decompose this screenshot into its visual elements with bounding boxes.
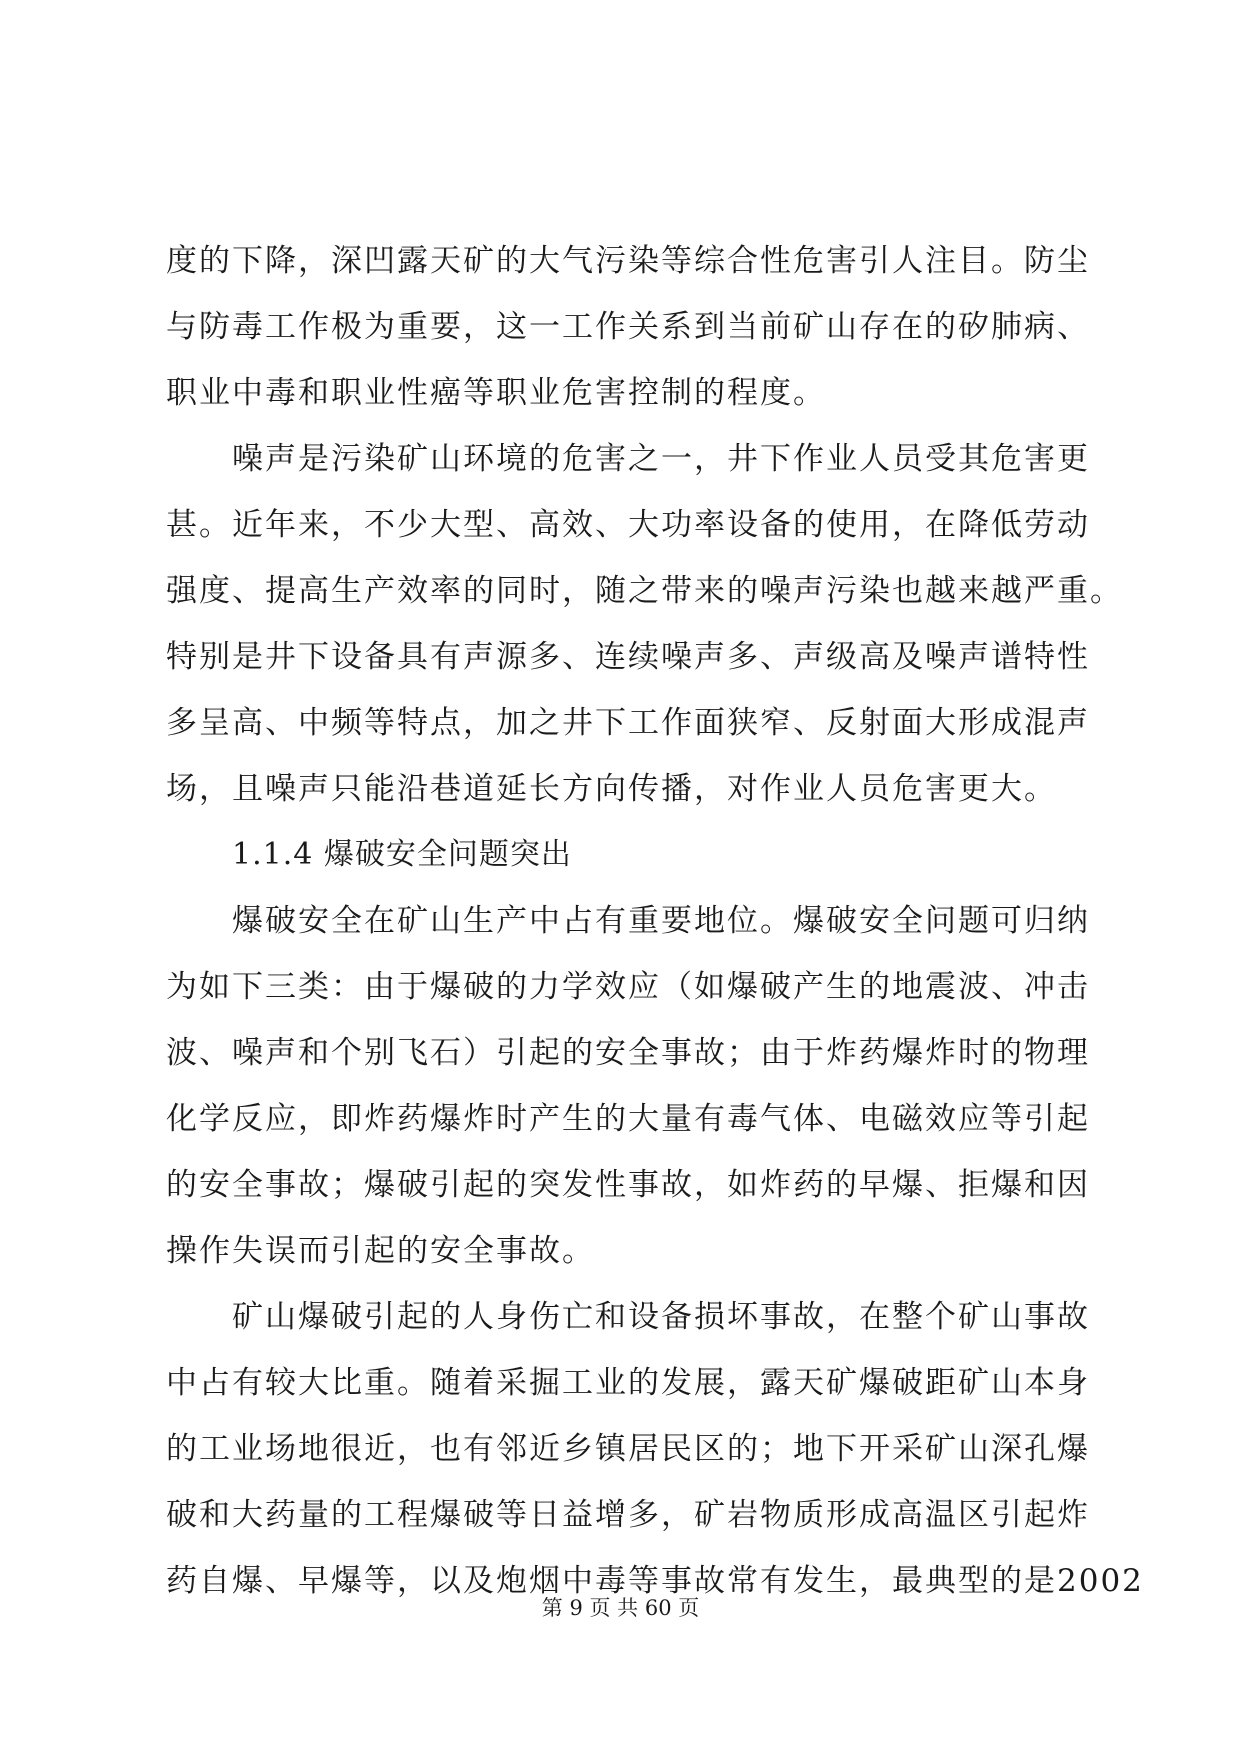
text-line: 特别是井下设备具有声源多、连续噪声多、声级高及噪声谱特性 [166, 639, 1090, 675]
section-heading: 1.1.4 爆破安全问题突出 [232, 837, 572, 872]
text-line: 职业中毒和职业性癌等职业危害控制的程度。 [166, 375, 826, 411]
text-line: 多呈高、中频等特点，加之井下工作面狭窄、反射面大形成混声 [166, 705, 1090, 741]
text-line: 度的下降，深凹露天矿的大气污染等综合性危害引人注目。防尘 [166, 243, 1090, 279]
text-line: 破和大药量的工程爆破等日益增多，矿岩物质形成高温区引起炸 [166, 1497, 1090, 1533]
page-number-footer: 第 9 页 共 60 页 [541, 1596, 700, 1620]
text-line: 药自爆、早爆等，以及炮烟中毒等事故常有发生，最典型的是2002 [166, 1563, 1144, 1599]
text-line: 与防毒工作极为重要，这一工作关系到当前矿山存在的矽肺病、 [166, 309, 1090, 345]
text-line: 操作失误而引起的安全事故。 [166, 1233, 595, 1269]
text-line: 的安全事故；爆破引起的突发性事故，如炸药的早爆、拒爆和因 [166, 1167, 1090, 1203]
text-line: 波、噪声和个别飞石）引起的安全事故；由于炸药爆炸时的物理 [166, 1035, 1090, 1071]
text-line: 矿山爆破引起的人身伤亡和设备损坏事故，在整个矿山事故 [232, 1299, 1090, 1335]
text-line: 场，且噪声只能沿巷道延长方向传播，对作业人员危害更大。 [166, 771, 1057, 807]
text-line: 为如下三类：由于爆破的力学效应（如爆破产生的地震波、冲击 [166, 969, 1090, 1005]
text-line: 化学反应，即炸药爆炸时产生的大量有毒气体、电磁效应等引起 [166, 1101, 1090, 1137]
text-line: 强度、提高生产效率的同时，随之带来的噪声污染也越来越严重。 [166, 573, 1123, 609]
text-line: 中占有较大比重。随着采掘工业的发展，露天矿爆破距矿山本身 [166, 1365, 1090, 1401]
text-line: 的工业场地很近，也有邻近乡镇居民区的；地下开采矿山深孔爆 [166, 1431, 1090, 1467]
text-line: 爆破安全在矿山生产中占有重要地位。爆破安全问题可归纳 [232, 903, 1090, 939]
text-line: 噪声是污染矿山环境的危害之一，井下作业人员受其危害更 [232, 441, 1090, 477]
text-line: 甚。近年来，不少大型、高效、大功率设备的使用，在降低劳动 [166, 507, 1090, 543]
document-body [166, 228, 1144, 1614]
